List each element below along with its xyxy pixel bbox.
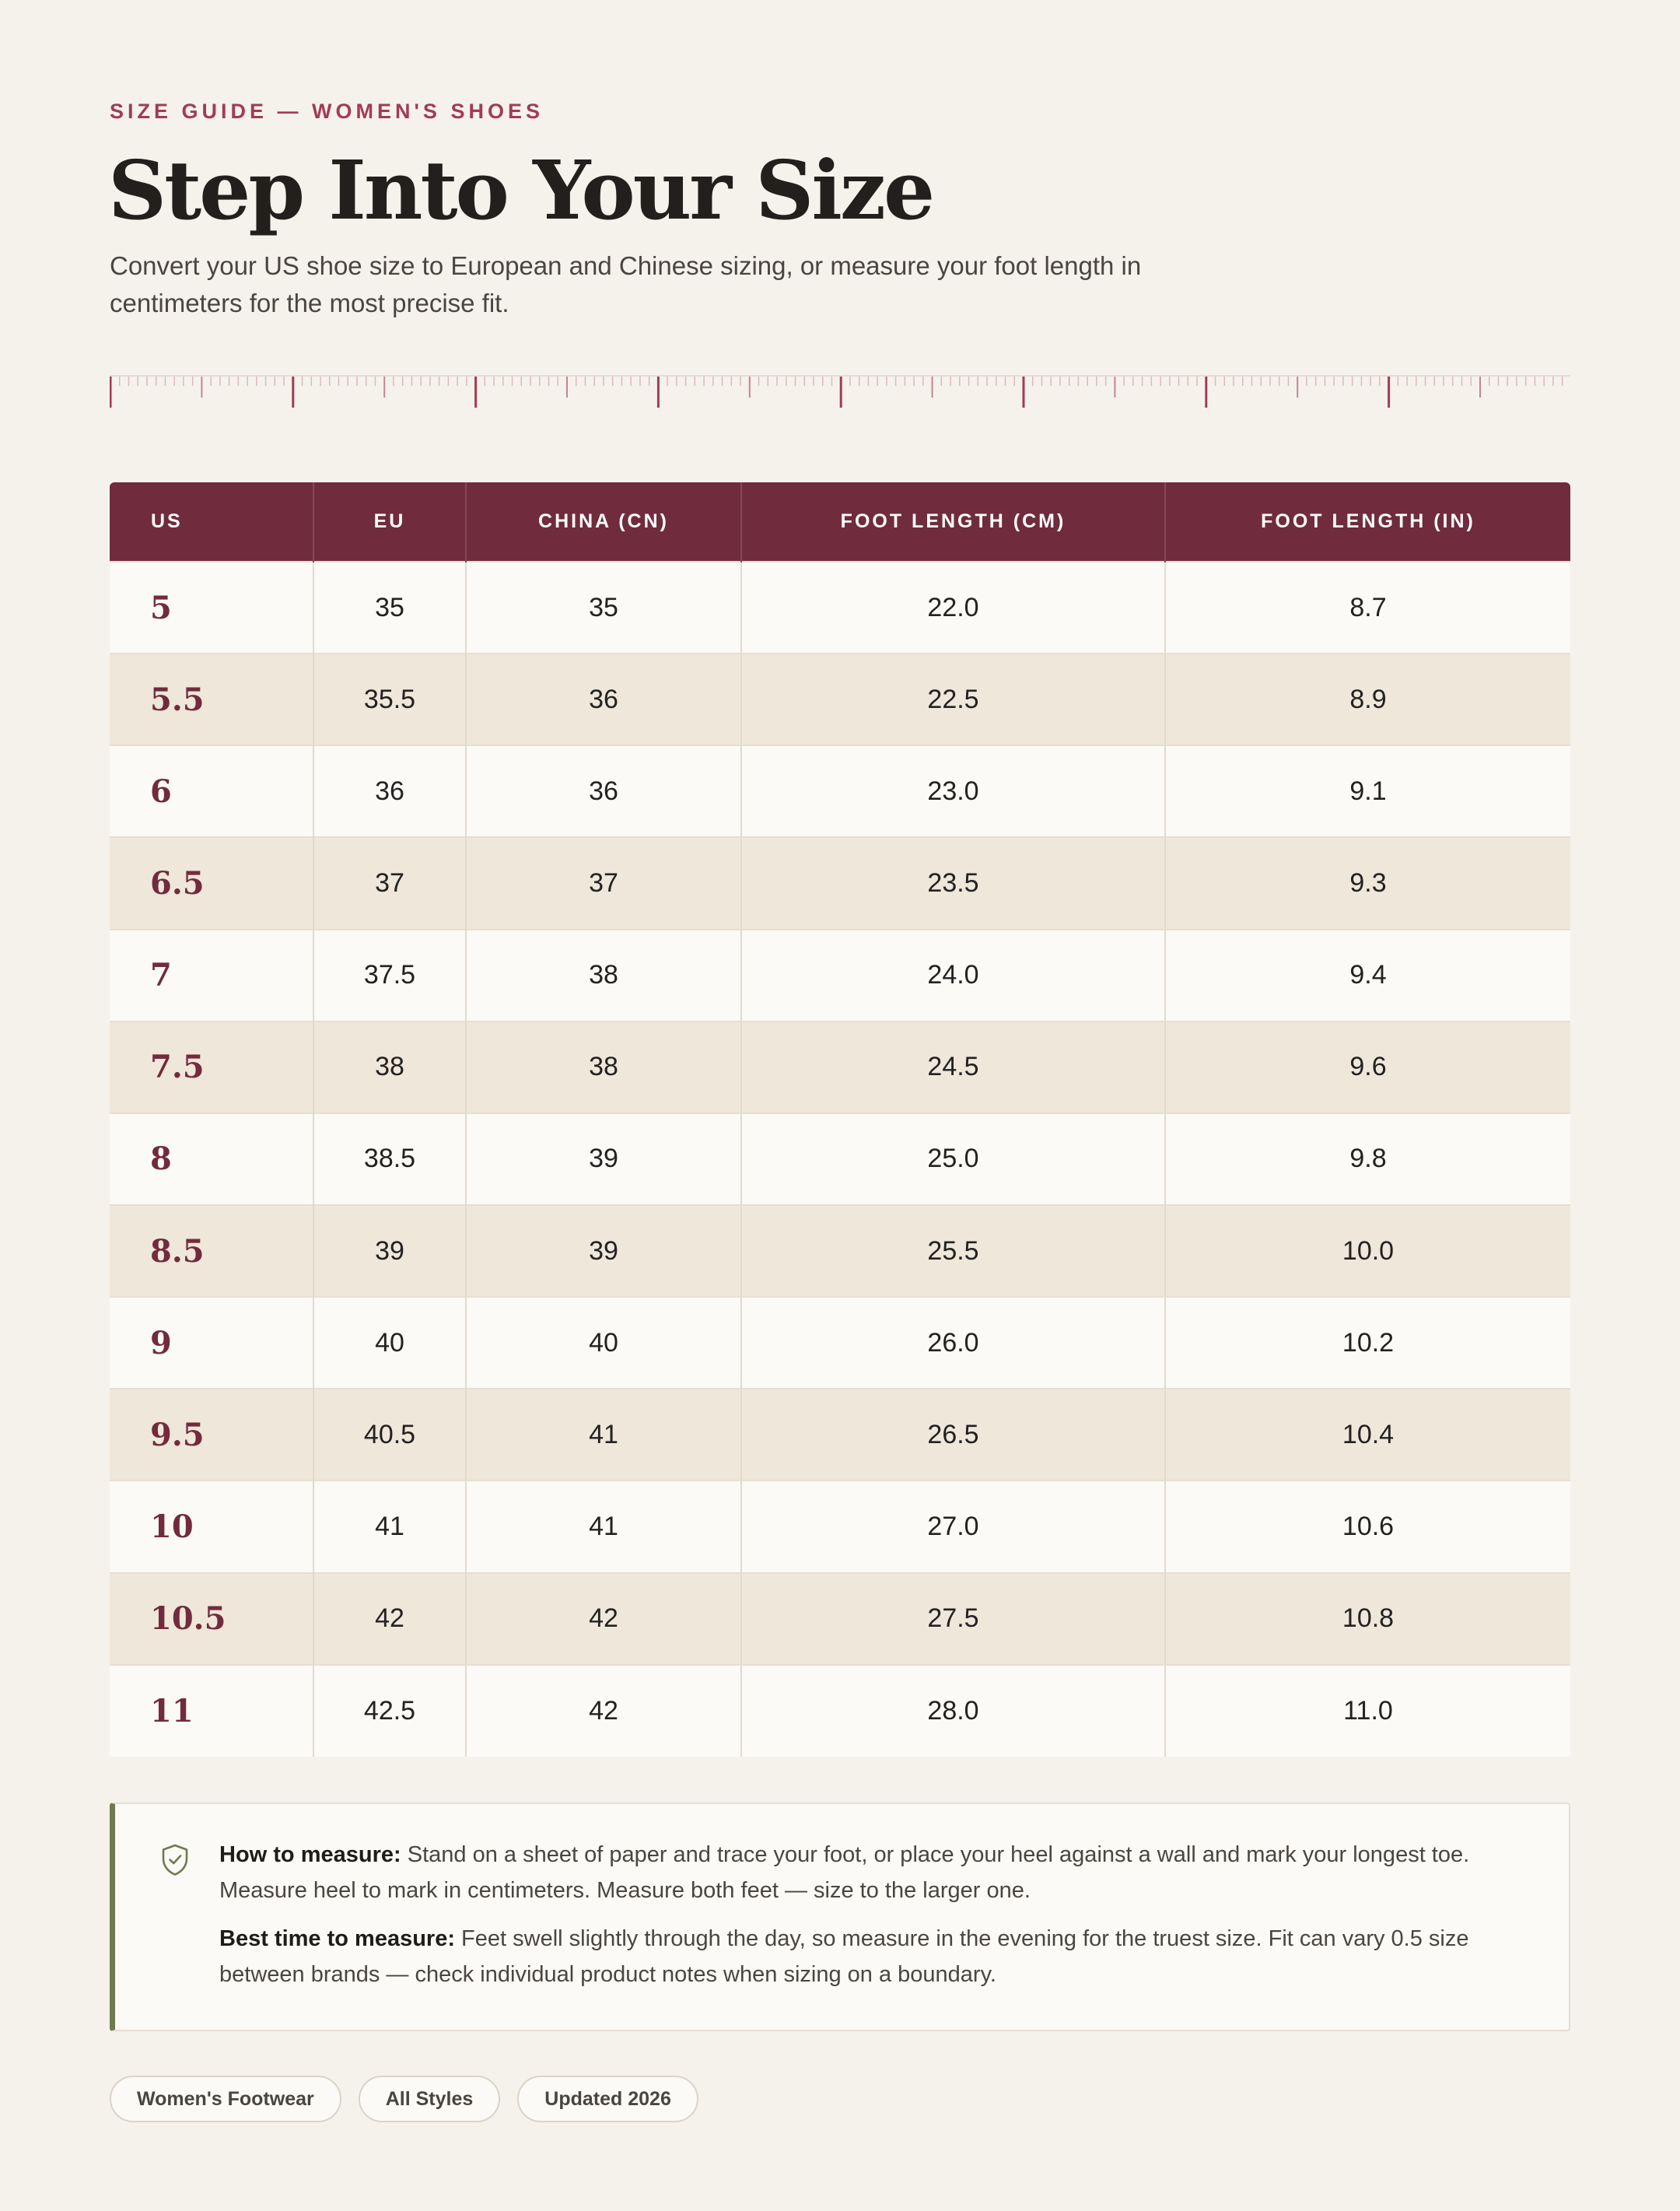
col-header-foot-cm: FOOT LENGTH (CM) [741, 482, 1165, 562]
cell-us: 7 [110, 930, 313, 1021]
cell-foot-cm: 22.0 [741, 562, 1165, 653]
table-row [110, 1297, 1570, 1389]
cell-us: 11 [110, 1665, 313, 1757]
best-time-to-measure [219, 1921, 1534, 1992]
cell-cn: 42 [466, 1573, 741, 1665]
cell-cn: 42 [466, 1665, 741, 1757]
table-row [110, 1573, 1570, 1665]
cell-us: 5.5 [110, 653, 313, 745]
cell-eu: 42 [313, 1573, 466, 1665]
table-row [110, 562, 1570, 653]
how-to-measure [219, 1837, 1534, 1908]
cell-cn: 41 [466, 1389, 741, 1480]
tag-all-styles[interactable]: All Styles [359, 2076, 501, 2122]
cell-cn: 39 [466, 1205, 741, 1297]
cell-foot-cm: 26.0 [741, 1297, 1165, 1389]
table-row [110, 837, 1570, 929]
cell-cn: 35 [466, 562, 741, 653]
table-row [110, 745, 1570, 837]
cell-cn: 41 [466, 1480, 741, 1572]
table-row [110, 1480, 1570, 1572]
table-row [110, 1389, 1570, 1480]
cell-foot-in: 9.4 [1165, 930, 1570, 1021]
cell-foot-in: 9.6 [1165, 1021, 1570, 1113]
tag-updated[interactable]: Updated 2026 [517, 2076, 698, 2122]
cell-us: 6 [110, 745, 313, 837]
table-row [110, 1205, 1570, 1297]
tag-womens-footwear[interactable]: Women's Footwear [110, 2076, 341, 2122]
cell-foot-in: 10.0 [1165, 1205, 1570, 1297]
tag-list [110, 2076, 698, 2122]
cell-us: 9.5 [110, 1389, 313, 1480]
table-row [110, 1021, 1570, 1113]
page-subtitle: Convert your US shoe size to European and Chinese sizing, or measure your foot length in centimeters for the most precise fit. [110, 251, 1142, 317]
ruler-decoration [110, 375, 1570, 411]
cell-foot-cm: 25.0 [741, 1113, 1165, 1205]
col-header-foot-in: FOOT LENGTH (IN) [1261, 510, 1475, 532]
note-text [219, 1837, 1534, 1992]
cell-foot-in: 9.8 [1165, 1113, 1570, 1205]
size-table [110, 482, 1570, 1757]
cell-foot-cm: 25.5 [741, 1205, 1165, 1297]
cell-eu: 40 [313, 1297, 466, 1389]
cell-foot-cm: 24.5 [741, 1021, 1165, 1113]
cell-us: 8 [110, 1113, 313, 1205]
cell-foot-in: 10.8 [1165, 1573, 1570, 1665]
cell-foot-in: 10.4 [1165, 1389, 1570, 1480]
cell-cn: 38 [466, 1021, 741, 1113]
cell-us: 9 [110, 1297, 313, 1389]
table-row [110, 1665, 1570, 1757]
size-table-card [110, 482, 1570, 1757]
cell-foot-in: 9.1 [1165, 745, 1570, 837]
cell-foot-cm: 22.5 [741, 653, 1165, 745]
table-row [110, 930, 1570, 1021]
cell-eu: 39 [313, 1205, 466, 1297]
cell-eu: 37.5 [313, 930, 466, 1021]
cell-us: 7.5 [110, 1021, 313, 1113]
cell-eu: 40.5 [313, 1389, 466, 1480]
col-header-us: US [110, 482, 313, 562]
cell-eu: 41 [313, 1480, 466, 1572]
page-title: Step Into Your Size [108, 142, 933, 238]
cell-cn: 37 [466, 837, 741, 929]
cell-us: 10.5 [110, 1573, 313, 1665]
table-header-row [110, 482, 1570, 562]
col-header-eu: EU [313, 482, 466, 562]
cell-cn: 38 [466, 930, 741, 1021]
how-to-measure-text: Stand on a sheet of paper and trace your foot, or place your heel against a wall and mark your longest toe. Measure heel to mark in centimeters. Measure both feet — size to the larger one. [219, 1842, 1470, 1903]
cell-foot-cm: 28.0 [741, 1665, 1165, 1757]
cell-us: 8.5 [110, 1205, 313, 1297]
cell-foot-cm: 23.0 [741, 745, 1165, 837]
cell-foot-in: 8.9 [1165, 653, 1570, 745]
best-time-text: Feet swell slightly through the day, so measure in the evening for the truest size. Fit can vary 0.5 size between brands — check individual product notes when sizing on a boundary. [219, 1926, 1469, 1987]
measure-note [110, 1803, 1570, 2031]
col-header-cn: CHINA (CN) [466, 482, 741, 562]
best-time-label: Best time to measure: [219, 1926, 455, 1951]
cell-foot-in: 10.6 [1165, 1480, 1570, 1572]
eyebrow-label: SIZE GUIDE — WOMEN'S SHOES [110, 100, 544, 123]
ruler-ticks [110, 377, 1570, 412]
cell-foot-in: 8.7 [1165, 562, 1570, 653]
cell-foot-in: 11.0 [1165, 1665, 1570, 1757]
how-to-measure-label: How to measure: [219, 1842, 401, 1867]
cell-eu: 35.5 [313, 653, 466, 745]
cell-eu: 36 [313, 745, 466, 837]
cell-us: 5 [110, 562, 313, 653]
cell-cn: 39 [466, 1113, 741, 1205]
shield-check-icon [159, 1843, 191, 1877]
table-row [110, 653, 1570, 745]
cell-us: 10 [110, 1480, 313, 1572]
cell-eu: 38.5 [313, 1113, 466, 1205]
cell-foot-in: 10.2 [1165, 1297, 1570, 1389]
cell-cn: 36 [466, 653, 741, 745]
cell-eu: 35 [313, 562, 466, 653]
cell-eu: 38 [313, 1021, 466, 1113]
cell-foot-cm: 27.0 [741, 1480, 1165, 1572]
cell-cn: 40 [466, 1297, 741, 1389]
cell-foot-cm: 27.5 [741, 1573, 1165, 1665]
table-row [110, 1113, 1570, 1205]
cell-eu: 37 [313, 837, 466, 929]
cell-us: 6.5 [110, 837, 313, 929]
cell-foot-cm: 23.5 [741, 837, 1165, 929]
cell-foot-in: 9.3 [1165, 837, 1570, 929]
cell-eu: 42.5 [313, 1665, 466, 1757]
cell-foot-cm: 24.0 [741, 930, 1165, 1021]
cell-foot-cm: 26.5 [741, 1389, 1165, 1480]
cell-cn: 36 [466, 745, 741, 837]
